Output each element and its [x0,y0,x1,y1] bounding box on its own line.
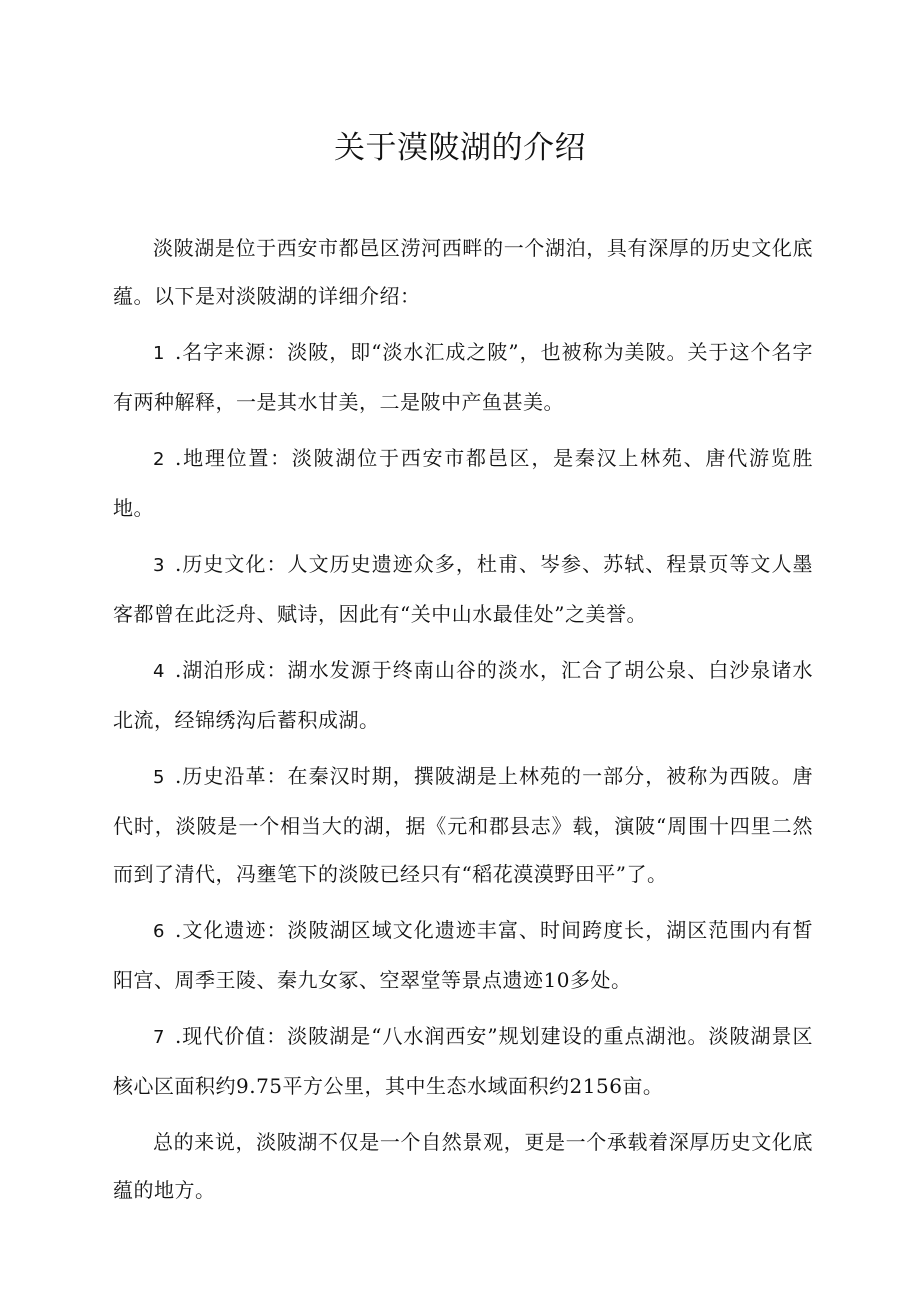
item-text: .现代价值：淡陂湖是“八水润西安”规划建设的重点湖池。淡陂湖景区核心区面积约9.75平方公里，其中生态水域面积约2156亩。 [113,1024,813,1098]
item-number: 6 [153,921,165,942]
list-item [113,1012,813,1110]
list-item [113,434,813,532]
conclusion-paragraph: 总的来说，淡陂湖不仅是一个自然景观，更是一个承载着深厚历史文化底蕴的地方。 [113,1130,813,1202]
document-title: 关于漠陂湖的介绍 [334,130,586,166]
list-item [113,540,813,638]
item-number: 5 [153,767,165,788]
item-text: .地理位置：淡陂湖位于西安市都邑区，是秦汉上林苑、唐代游览胜地。 [113,446,813,520]
item-number: 1 [153,343,165,364]
document-body [113,224,813,1222]
list-item [113,646,813,744]
item-text: .名字来源：淡陂，即“淡水汇成之陂”，也被称为美陂。关于这个名字有两种解释，一是其水甘美，二是陂中产鱼甚美。 [113,340,813,414]
item-number: 7 [153,1027,165,1048]
intro-paragraph: 淡陂湖是位于西安市都邑区涝河西畔的一个湖泊，具有深厚的历史文化底蕴。以下是对淡陂湖的详细介绍： [113,236,813,308]
list-item [113,752,813,898]
item-number: 3 [153,555,165,576]
item-number: 2 [153,449,165,470]
item-text: .文化遗迹：淡陂湖区域文化遗迹丰富、时间跨度长，湖区范围内有皙阳宫、周季王陵、秦九女冢、空翠堂等景点遗迹10多处。 [113,918,813,992]
list-item [113,328,813,426]
item-text: .历史沿革：在秦汉时期，撰陂湖是上林苑的一部分，被称为西陂。唐代时，淡陂是一个相当大的湖，据《元和郡县志》载，演陂“周围十四里二然而到了清代，冯壅笔下的淡陂已经只有“稻花漠漠野田平”了。 [113,764,813,886]
item-text: .历史文化：人文历史遗迹众多，杜甫、岑参、苏轼、程景页等文人墨客都曾在此泛舟、赋诗，因此有“关中山水最佳处”之美誉。 [113,552,813,626]
list-item [113,906,813,1004]
item-text: .湖泊形成：湖水发源于终南山谷的淡水，汇合了胡公泉、白沙泉诸水北流，经锦绣沟后蓄积成湖。 [113,658,813,732]
item-number: 4 [153,661,165,682]
